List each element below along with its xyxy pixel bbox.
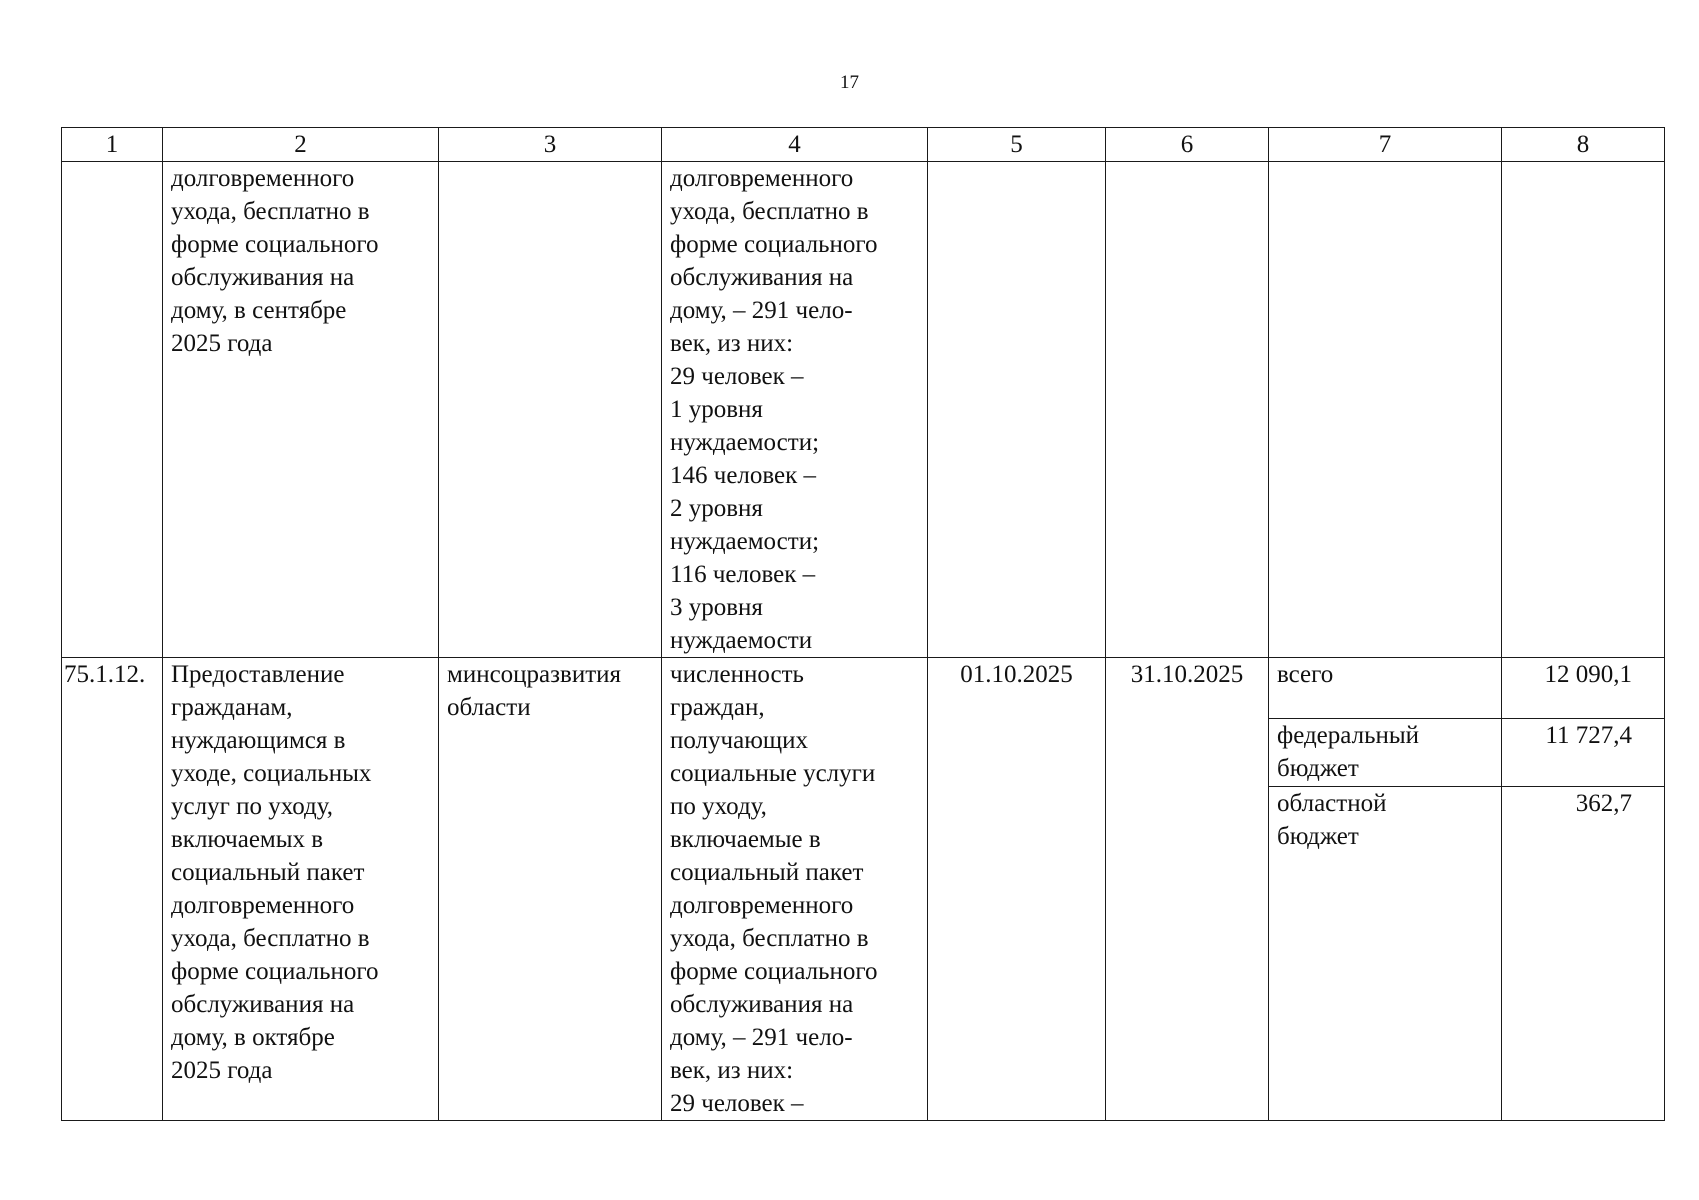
program-table: [61, 127, 1665, 1121]
funding-source-regional: областной бюджет: [1269, 786, 1502, 1120]
continuation-cell-amount: [1502, 162, 1665, 658]
continuation-cell-responsible: [439, 162, 662, 658]
column-header-4: 4: [662, 128, 928, 162]
entry-responsible: минсоцразвития области: [439, 658, 662, 1121]
funding-amount-regional: 362,7: [1502, 786, 1665, 1120]
column-header-1: 1: [62, 128, 163, 162]
table-row-continuation: [62, 162, 1665, 658]
page-number: 17: [840, 72, 859, 93]
column-header-3: 3: [439, 128, 662, 162]
continuation-cell-indicator: долговременного ухода, бесплатно в форме социального обслуживания на дому, – 291 чело- век, из них: 29 человек – 1 уровня нуждаемости; 146 человек – 2 уровня нуждаемости; 116 человек – 3 уровня нуждаемости: [662, 162, 928, 658]
entry-measure: Предоставление гражданам, нуждающимся в уходе, социальных услуг по уходу, включаемых в социальный пакет долговременного ухода, бесплатно в форме социального обслуживания на дому, в октябре 2025 года: [163, 658, 439, 1121]
column-number-row: [62, 128, 1665, 162]
column-header-5: 5: [928, 128, 1106, 162]
continuation-cell-end: [1106, 162, 1269, 658]
funding-source-federal: федеральный бюджет: [1269, 719, 1502, 786]
funding-source-total: всего: [1269, 658, 1502, 719]
entry-end-date: 31.10.2025: [1106, 658, 1269, 1121]
column-header-6: 6: [1106, 128, 1269, 162]
continuation-cell-number: [62, 162, 163, 658]
column-header-2: 2: [163, 128, 439, 162]
table-row-entry: [62, 658, 1665, 719]
funding-amount-federal: 11 727,4: [1502, 719, 1665, 786]
continuation-cell-start: [928, 162, 1106, 658]
entry-start-date: 01.10.2025: [928, 658, 1106, 1121]
column-header-8: 8: [1502, 128, 1665, 162]
entry-number: 75.1.12.: [62, 658, 163, 1121]
column-header-7: 7: [1269, 128, 1502, 162]
funding-amount-total: 12 090,1: [1502, 658, 1665, 719]
entry-indicator: численность граждан, получающих социальные услуги по уходу, включаемые в социальный пакет долговременного ухода, бесплатно в форме социального обслуживания на дому, – 291 чело- век, из них: 29 человек –: [662, 658, 928, 1121]
continuation-cell-measure: долговременного ухода, бесплатно в форме социального обслуживания на дому, в сентябре 2025 года: [163, 162, 439, 658]
continuation-cell-source: [1269, 162, 1502, 658]
